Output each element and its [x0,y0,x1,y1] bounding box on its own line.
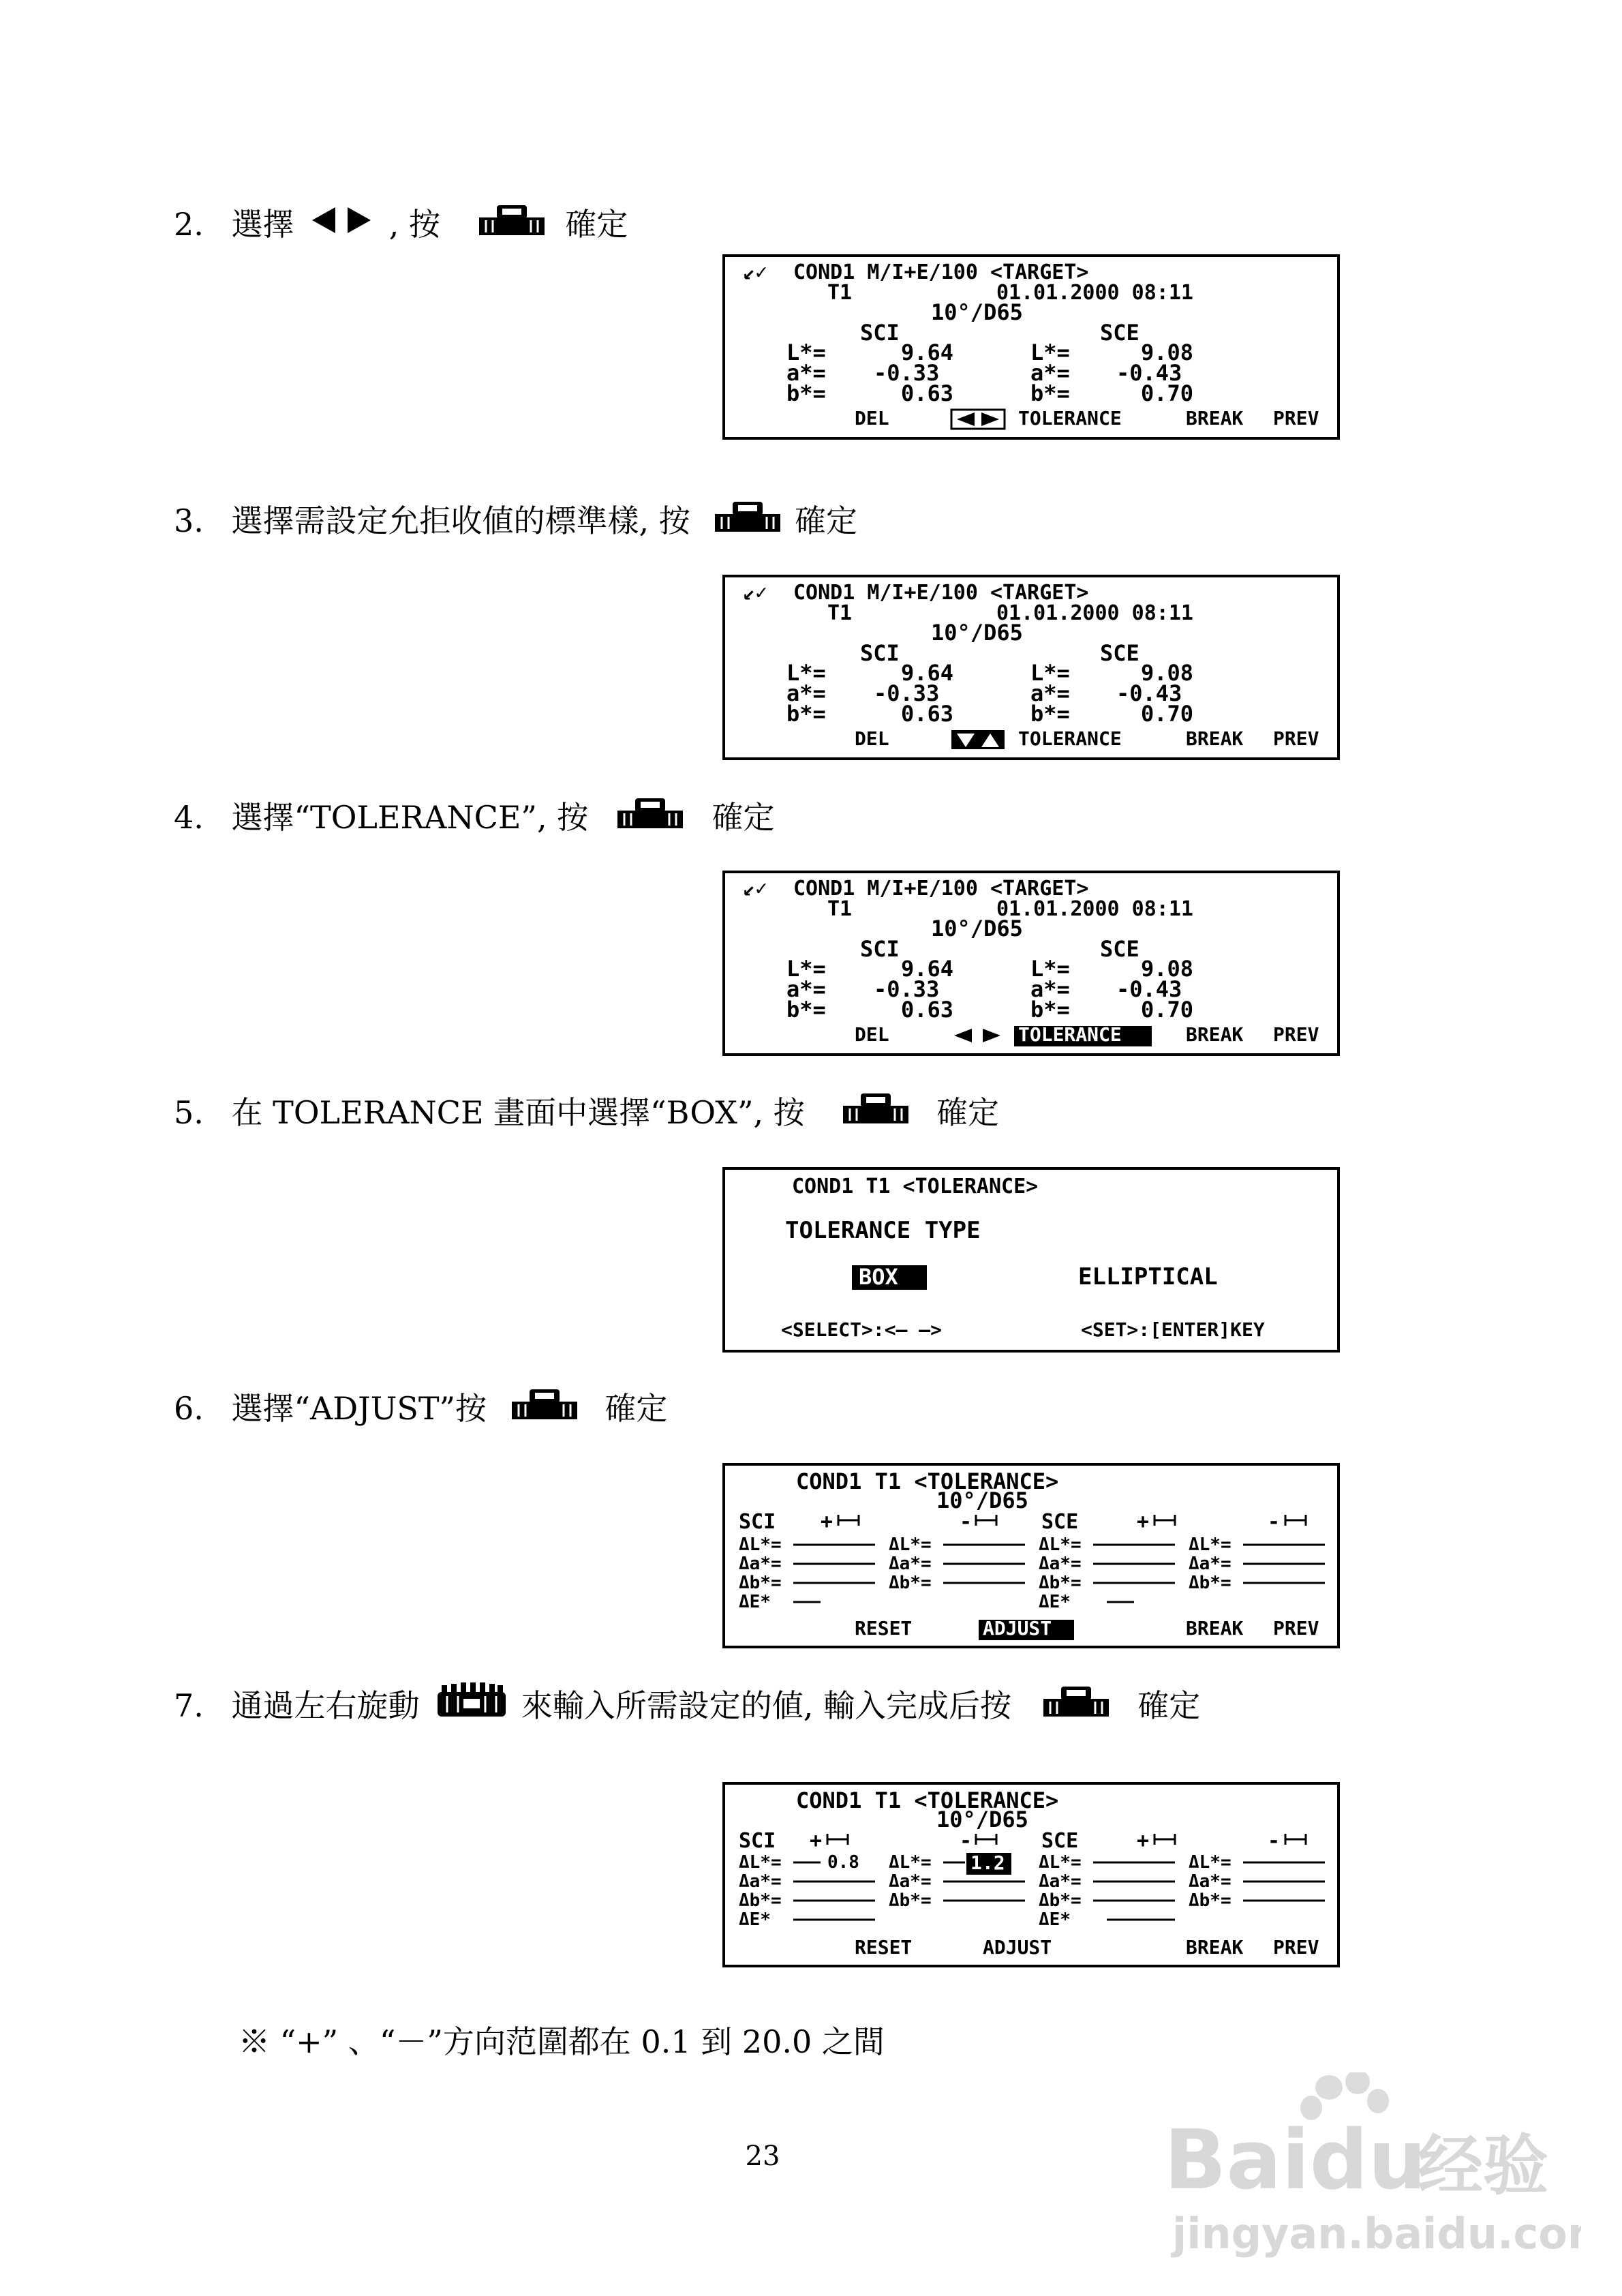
svg-text:Δa*=: Δa*= [889,1554,932,1574]
rotary-dial-icon [436,1682,507,1729]
step-text: 選擇 [231,206,294,243]
step-text-post: 確定 [795,502,858,539]
menu-reset: RESET [855,1617,913,1640]
enter-button-icon [842,1091,910,1134]
screen-header: COND1 M/I+E/100 <TARGET> [793,260,1089,284]
svg-text:ΔE*: ΔE* [739,1909,771,1930]
observer: 10°/D65 [936,1807,1028,1832]
observer: 10°/D65 [931,620,1023,646]
svg-text:ΔL*=: ΔL*= [1039,1852,1082,1873]
svg-text:ΔE*: ΔE* [1039,1909,1071,1930]
svg-text:b*=: b*= [786,997,826,1023]
sci-label: SCI [860,640,900,666]
svg-text:Δa*=: Δa*= [1039,1554,1082,1574]
svg-text:9.64: 9.64 [901,956,954,982]
svg-text:L*=: L*= [786,660,826,686]
menu-del: DEL [855,407,889,429]
step-text: 在 TOLERANCE 畫面中選擇“BOX”, 按 [231,1094,805,1131]
lcd-target-screen-step2 [722,254,1340,440]
svg-text:ΔL*=: ΔL*= [739,1535,782,1555]
baidu-jingyan-watermark [1159,2072,1581,2270]
svg-text:a*=: a*= [786,976,826,1002]
sce-label: SCE [1100,640,1139,666]
step-text: 選擇“ADJUST”按 [231,1390,487,1427]
svg-text:0.70: 0.70 [1141,997,1194,1023]
svg-text:Δb*=: Δb*= [889,1890,932,1911]
svg-text:Δa*=: Δa*= [1189,1871,1231,1892]
svg-text:L*=: L*= [1030,660,1070,686]
sci-label: SCI [739,1510,776,1534]
screen-header: COND1 T1 <TOLERANCE> [792,1175,1039,1198]
page-number: 23 [745,2141,780,2172]
svg-text:a*=: a*= [1030,976,1070,1002]
svg-text:-0.33: -0.33 [874,976,940,1002]
watermark-brand: Baidu [1164,2113,1426,2208]
target-id: T1 [827,601,853,625]
check-icon: ↙✓ [743,581,768,605]
menu-updown-arrow-icon [951,730,1005,749]
step-number: 6. [174,1390,204,1427]
lcd-target-screen-step4 [722,871,1340,1056]
menu-reset: RESET [855,1936,913,1959]
svg-text:Δb*=: Δb*= [1039,1573,1082,1593]
svg-text:a*=: a*= [786,680,826,706]
lcd-target-screen-step3 [722,575,1340,760]
step-4 [174,794,774,835]
svg-text:Δb*=: Δb*= [739,1890,782,1911]
lcd-tolerance-adjust-screen-step6 [722,1463,1340,1648]
menu-adjust-selected: ADJUST [983,1617,1052,1640]
menu-break: BREAK [1186,1617,1244,1640]
menu-adjust: ADJUST [983,1936,1052,1959]
svg-text:ΔL*=: ΔL*= [1189,1535,1231,1555]
sce-label: SCE [1041,1510,1079,1534]
step-number: 4. [174,799,204,836]
tolerance-type-title: TOLERANCE TYPE [785,1217,981,1244]
svg-text:-0.43: -0.43 [1116,976,1182,1002]
range-note: ※ “+” 、“－”方向范圍都在 0.1 到 20.0 之間 [239,2023,885,2060]
svg-text:+: + [1137,1510,1150,1534]
svg-text:Δa*=: Δa*= [889,1871,932,1892]
menu-prev: PREV [1273,1023,1319,1046]
svg-text:a*=: a*= [786,360,826,386]
svg-text:ΔL*=: ΔL*= [739,1852,782,1873]
enter-button-icon [478,202,546,246]
step-text-post: 確定 [1137,1687,1201,1724]
menu-del: DEL [855,1023,889,1046]
screen-header: COND1 T1 <TOLERANCE> [796,1787,1059,1813]
svg-text:Δa*=: Δa*= [739,1554,782,1574]
set-hint: <SET>:[ENTER]KEY [1081,1318,1265,1341]
left-right-arrow-icon [312,204,371,245]
svg-text:Δb*=: Δb*= [1039,1890,1082,1911]
svg-text:-0.43: -0.43 [1116,360,1182,386]
screen-header: COND1 T1 <TOLERANCE> [796,1468,1059,1494]
step-2 [174,201,628,242]
sce-label: SCE [1100,320,1139,346]
step-text-post: 確定 [711,799,775,836]
observer: 10°/D65 [931,916,1023,941]
svg-text:9.08: 9.08 [1141,660,1194,686]
sci-label: SCI [860,320,900,346]
svg-text:b*=: b*= [1030,380,1070,406]
menu-prev: PREV [1273,1617,1319,1640]
step-text: 選擇“TOLERANCE”, 按 [231,799,589,836]
svg-text:0.63: 0.63 [901,380,954,406]
svg-text:Δb*=: Δb*= [1189,1890,1231,1911]
svg-text:-0.33: -0.33 [874,360,940,386]
step-text-post: 確定 [936,1094,999,1131]
svg-text:Δa*=: Δa*= [1039,1871,1082,1892]
svg-text:0.63: 0.63 [901,997,954,1023]
enter-button-icon [616,796,684,839]
svg-text:9.08: 9.08 [1141,339,1194,365]
step-number: 3. [174,502,204,539]
svg-text:-0.33: -0.33 [874,680,940,706]
minus-value-sci-l-editing: 1.2 [970,1852,1005,1874]
svg-text:ΔE*: ΔE* [739,1592,771,1612]
svg-text:-: - [960,1510,973,1534]
target-id: T1 [827,281,853,305]
menu-break: BREAK [1186,727,1244,750]
svg-text:9.64: 9.64 [901,660,954,686]
menu-prev: PREV [1273,727,1319,750]
sce-label: SCE [1041,1829,1079,1853]
menu-break: BREAK [1186,407,1244,429]
step-text-mid: , 按 [388,206,441,243]
sci-label: SCI [860,936,900,962]
svg-text:b*=: b*= [786,701,826,727]
svg-text:Δb*=: Δb*= [889,1573,932,1593]
svg-text:0.70: 0.70 [1141,701,1194,727]
enter-button-icon [1042,1684,1110,1727]
check-icon: ↙✓ [743,260,768,284]
enter-button-icon [714,499,782,543]
svg-text:Δb*=: Δb*= [1189,1573,1231,1593]
step-3 [174,498,857,539]
svg-text:-: - [960,1829,973,1853]
step-number: 7. [174,1687,204,1724]
svg-text:ΔL*=: ΔL*= [889,1535,932,1555]
datetime: 01.01.2000 08:11 [996,897,1193,921]
svg-text:Δa*=: Δa*= [1189,1554,1231,1574]
step-text-mid: 來輸入所需設定的値, 輸入完成后按 [521,1687,1012,1724]
enter-button-icon [510,1387,579,1430]
menu-arrow-icon [954,1029,1000,1042]
menu-tolerance-selected: TOLERANCE [1018,1023,1122,1046]
svg-text:b*=: b*= [1030,997,1070,1023]
menu-prev: PREV [1273,1936,1319,1959]
check-icon: ↙✓ [743,877,768,901]
watermark-url: jingyan.baidu.com [1172,2209,1581,2259]
lcd-tolerance-adjust-screen-step7 [722,1782,1340,1967]
screen-header: COND1 M/I+E/100 <TARGET> [793,877,1089,901]
step-6 [174,1385,667,1426]
svg-text:L*=: L*= [786,339,826,365]
box-option: BOX [859,1264,898,1290]
svg-text:-: - [1268,1829,1281,1853]
svg-text:-0.43: -0.43 [1116,680,1182,706]
svg-text:L*=: L*= [1030,956,1070,982]
menu-break: BREAK [1186,1936,1244,1959]
step-5 [174,1089,999,1130]
step-text-post: 確定 [605,1390,668,1427]
svg-text:Δa*=: Δa*= [739,1871,782,1892]
svg-text:+: + [810,1829,823,1853]
observer: 10°/D65 [931,299,1023,325]
svg-text:ΔE*: ΔE* [1039,1592,1071,1612]
svg-text:b*=: b*= [1030,701,1070,727]
svg-text:ΔL*=: ΔL*= [1039,1535,1082,1555]
sci-label: SCI [739,1829,776,1853]
plus-value-sci-l: 0.8 [827,1852,859,1873]
menu-del: DEL [855,727,889,750]
svg-text:+: + [1137,1829,1150,1853]
svg-text:a*=: a*= [1030,680,1070,706]
svg-text:ΔL*=: ΔL*= [1189,1852,1231,1873]
elliptical-option: ELLIPTICAL [1078,1263,1218,1290]
svg-text:-: - [1268,1510,1281,1534]
svg-text:L*=: L*= [1030,339,1070,365]
select-hint: <SELECT>:<— —> [781,1318,943,1341]
datetime: 01.01.2000 08:11 [996,281,1193,305]
svg-text:9.08: 9.08 [1141,956,1194,982]
observer: 10°/D65 [936,1487,1028,1513]
target-id: T1 [827,897,853,921]
svg-text:b*=: b*= [786,380,826,406]
screen-header: COND1 M/I+E/100 <TARGET> [793,581,1089,605]
lcd-tolerance-type-screen [722,1167,1340,1353]
step-text-post: 確定 [565,206,628,243]
step-7 [174,1682,1200,1723]
svg-text:Δb*=: Δb*= [739,1573,782,1593]
menu-prev: PREV [1273,407,1319,429]
svg-text:0.70: 0.70 [1141,380,1194,406]
watermark-cn: 经验 [1418,2128,1548,2204]
menu-tolerance: TOLERANCE [1018,727,1122,750]
svg-text:ΔL*=: ΔL*= [889,1852,932,1873]
svg-text:a*=: a*= [1030,360,1070,386]
step-text: 選擇需設定允拒收値的標準樣, 按 [231,502,690,539]
menu-arrow-icon [951,410,1005,429]
svg-text:L*=: L*= [786,956,826,982]
datetime: 01.01.2000 08:11 [996,601,1193,625]
step-text: 通過左右旋動 [231,1687,420,1724]
step-number: 5. [174,1094,204,1131]
svg-text:+: + [821,1510,833,1534]
step-number: 2. [174,206,204,243]
menu-tolerance: TOLERANCE [1018,407,1122,429]
svg-text:9.64: 9.64 [901,339,954,365]
sce-label: SCE [1100,936,1139,962]
svg-text:0.63: 0.63 [901,701,954,727]
menu-break: BREAK [1186,1023,1244,1046]
